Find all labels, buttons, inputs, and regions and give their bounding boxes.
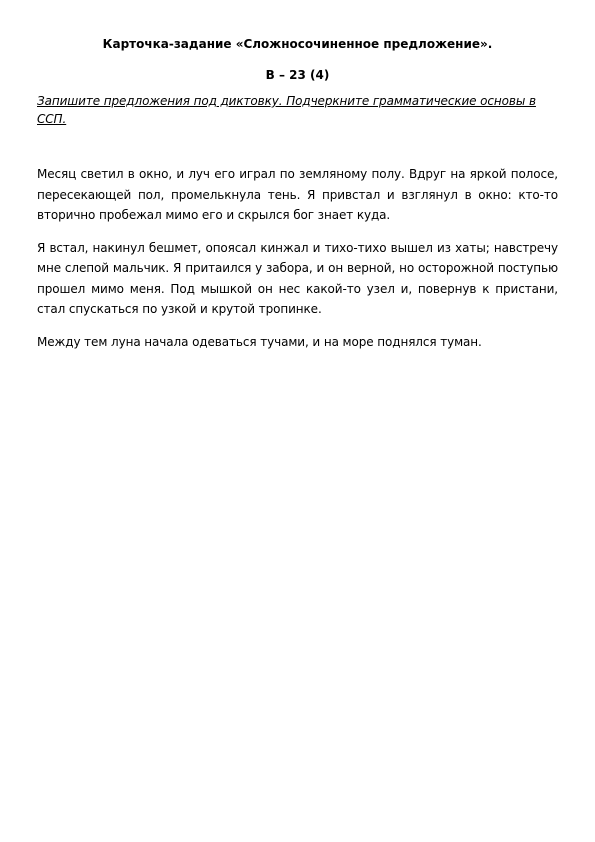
paragraph-3: Между тем луна начала одеваться тучами, и на море поднялся туман.	[37, 334, 482, 349]
variant-label: В – 23 (4)	[265, 68, 330, 82]
page-title: Карточка-задание «Сложносочиненное предложение».	[102, 37, 493, 51]
task-instruction: Запишите предложения под диктовку. Подчеркните грамматические основы в ССП.	[37, 94, 536, 126]
dictation-text	[37, 164, 558, 364]
paragraph-1: Месяц светил в окно, и луч его играл по земляному полу. Вдруг на яркой полосе, пересекающей пол, промелькнула тень. Я привстал и взглянул в окно: кто-то вторично пробежал мимо его и скрылся бог знает куда.	[37, 167, 558, 222]
paragraph-2: Я встал, накинул бешмет, опоясал кинжал и тихо-тихо вышел из хаты; навстречу мне слепой мальчик. Я притаился у забора, и он верной, но осторожной поступью прошел мимо меня. Под мышкой он нес какой-то узел и, повернув к пристани, стал спускаться по узкой и крутой тропинке.	[37, 240, 558, 316]
